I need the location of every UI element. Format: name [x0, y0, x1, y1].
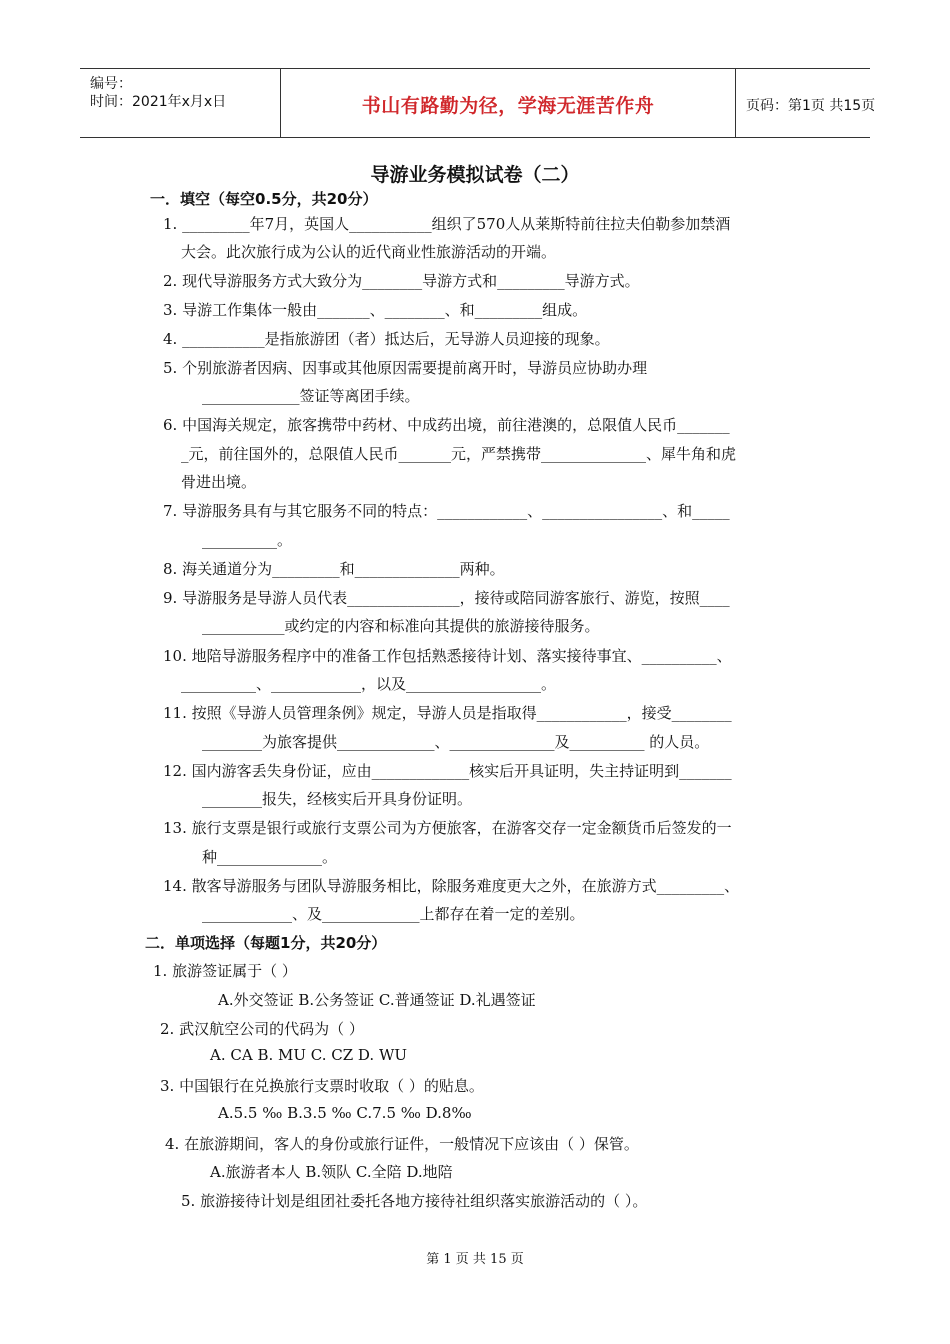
page-footer: 第 1 页 共 15 页	[426, 1252, 524, 1267]
question-line: 2. 武汉航空公司的代码为（ ）	[160, 1020, 364, 1038]
section1-heading: 一．填空（每空0.5分，共20分）	[150, 190, 378, 208]
question-line: 2. 现代导游服务方式大致分为________导游方式和_________导游方式。	[163, 272, 640, 290]
question-line: 种______________。	[202, 848, 338, 866]
question-line: 1. 旅游签证属于（ ）	[153, 962, 297, 980]
question-line: 9. 导游服务是导游人员代表_______________，接待或陪同游客旅行、游览，按照____	[163, 589, 730, 607]
question-line: ____________、及_____________上都存在着一定的差别。	[202, 905, 585, 923]
header-motto-cell	[280, 69, 736, 137]
option-line: A.旅游者本人 B.领队 C.全陪 D.地陪	[210, 1163, 453, 1181]
question-line: 13. 旅行支票是银行或旅行支票公司为方便旅客，在游客交存一定金额货币后签发的一	[163, 819, 732, 837]
option-line: A. CA B. MU C. CZ D. WU	[210, 1046, 408, 1064]
question-line: 3. 导游工作集体一般由_______、________、和_________组成。	[163, 301, 588, 319]
question-line: 12. 国内游客丢失身份证，应由_____________核实后开具证明，失主持证明到_______	[163, 762, 732, 780]
time-label: 时间：2021年x月x日	[90, 94, 227, 110]
question-line: 1. _________年7月，英国人___________组织了570人从莱斯特前往拉夫伯勒参加禁酒	[163, 215, 731, 233]
header-info-cell	[80, 69, 280, 137]
question-line: __________。	[202, 531, 293, 549]
option-line: A.5.5 ‰ B.3.5 ‰ C.7.5 ‰ D.8‰	[218, 1104, 472, 1122]
question-line: ___________或约定的内容和标准向其提供的旅游接待服务。	[202, 617, 600, 635]
document-header	[80, 68, 876, 138]
question-line: 5. 旅游接待计划是组团社委托各地方接待社组织落实旅游活动的（ ）。	[181, 1192, 648, 1210]
question-line: 3. 中国银行在兑换旅行支票时收取（ ）的贴息。	[160, 1077, 484, 1095]
page-number-label: 页码：第1页 共15页	[746, 98, 876, 114]
header-page-cell	[736, 69, 876, 137]
question-line: 10. 地陪导游服务程序中的准备工作包括熟悉接待计划、落实接待事宜、__________、	[163, 647, 732, 665]
question-line: 5. 个别旅游者因病、因事或其他原因需要提前离开时，导游员应协助办理	[163, 359, 648, 377]
exam-title: 导游业务模拟试卷（二）	[370, 164, 580, 186]
number-label: 编号：	[90, 76, 132, 92]
question-line: 6. 中国海关规定，旅客携带中药材、中成药出境，前往港澳的，总限值人民币_______	[163, 416, 730, 434]
question-line: 骨进出境。	[181, 473, 257, 491]
question-line: 11. 按照《导游人员管理条例》规定，导游人员是指取得____________，接受________	[163, 704, 732, 722]
question-line: 大会。此次旅行成为公认的近代商业性旅游活动的开端。	[181, 243, 557, 261]
question-line: ________报失，经核实后开具身份证明。	[202, 790, 473, 808]
option-line: A.外交签证 B.公务签证 C.普通签证 D.礼遇签证	[218, 991, 536, 1009]
question-line: 4. ___________是指旅游团（者）抵达后，无导游人员迎接的现象。	[163, 330, 610, 348]
question-line: __________、____________，以及__________________。	[181, 675, 557, 693]
question-line: 4. 在旅游期间，客人的身份或旅行证件，一般情况下应该由（ ）保管。	[165, 1135, 639, 1153]
section2-heading: 二．单项选择（每题1分，共20分）	[145, 934, 387, 952]
question-line: 14. 散客导游服务与团队导游服务相比，除服务难度更大之外，在旅游方式_________、	[163, 877, 740, 895]
question-line: _元，前往国外的，总限值人民币_______元，严禁携带______________、犀牛角和虎	[181, 445, 737, 463]
question-line: 8. 海关通道分为_________和______________两种。	[163, 560, 505, 578]
motto-text: 书山有路勤为径，学海无涯苦作舟	[361, 95, 655, 117]
question-line: _____________签证等离团手续。	[202, 387, 420, 405]
question-line: 7. 导游服务具有与其它服务不同的特点：____________、________________、和_____	[163, 502, 730, 520]
question-line: ________为旅客提供_____________、______________及__________ 的人员。	[202, 733, 710, 751]
